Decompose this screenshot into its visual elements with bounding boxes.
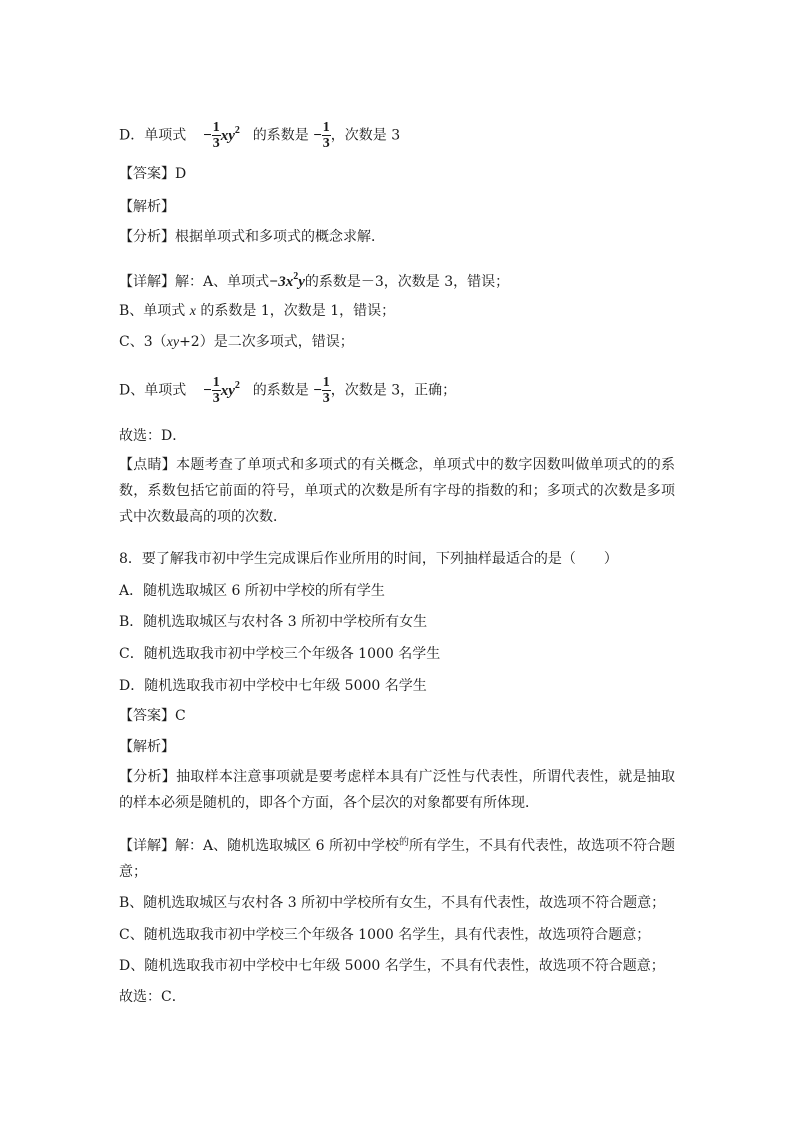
q8-option-d: D．随机选取我市初中学校中七年级 5000 名学生 [119,678,427,694]
q8-choose: 故选：C． [119,989,186,1005]
q8-detail-b: B、随机选取城区与农村各 3 所初中学校所有女生，不具有代表性，故选项不符合题意； [119,895,666,911]
monomial-variables: $xy^2$ [220,379,240,399]
monomial-minus-sign: − [203,382,212,399]
q8-stem: 8．要了解我市初中学生完成课后作业所用的时间，下列抽样最适合的是（ ） [119,551,618,567]
q8-answer: 【答案】C [119,708,186,724]
fenxi-text: 根据单项式和多项式的概念求解． [175,229,385,245]
q7-fenxi [119,228,385,246]
q7-detail-d-label: D、单项式 [119,382,187,399]
q7-option-d-label: D．单项式 [119,127,187,144]
coefficient-minus-sign: − [313,127,322,144]
q8-fenxi [119,764,675,816]
q8-analysis-heading: 【解析】 [119,739,175,755]
q8-option-c: C．随机选取我市初中学校三个年级各 1000 名学生 [119,646,441,662]
monomial-expression: $-3x^2y$ [269,271,305,290]
detail-a-suffix: 的系数是－3，次数是 3，错误； [304,274,510,290]
fraction-one-third: $\frac{1}{3}$ [212,375,220,406]
coefficient-minus-sign: − [313,382,322,399]
detail-tag: 【详解】 [119,274,175,290]
monomial-minus-sign: − [203,127,212,144]
fenxi-tag: 【分析】 [119,229,175,245]
q7-option-d-tail: ，次数是 3 [330,127,401,144]
q7-answer: 【答案】D [119,166,187,182]
fenxi-tag: 【分析】 [119,769,177,785]
variable-x: x [189,304,196,319]
q7-detail-d [119,375,456,406]
small-de-glyph: 的 [398,837,409,848]
q7-choose: 故选：D． [119,428,187,444]
q7-analysis-heading: 【解析】 [119,199,175,215]
coefficient-fraction: $\frac{1}{3}$ [322,120,330,151]
q8-option-a: A．随机选取城区 6 所初中学校的所有学生 [119,583,385,599]
q7-option-d-mid: 的系数是 [252,127,309,144]
monomial-variables: $xy^2$ [220,124,240,144]
coefficient-fraction: $\frac{1}{3}$ [322,375,330,406]
q7-detail-b: B、单项式 x 的系数是 1，次数是 1，错误； [119,303,396,319]
dianjing-text: 本题考查了单项式和多项式的有关概念，单项式中的数字因数叫做单项式的的系数，系数包括它前面的符号，单项式的次数是所有字母的指数的和；多项式的次数是多项式中次数最高的项的次数． [119,457,676,525]
detail-a-prefix: 解：A、单项式 [175,274,270,290]
variable-xy: xy [166,335,180,350]
q7-option-d [119,120,400,151]
q7-detail-d-mid: 的系数是 [252,382,309,399]
fraction-one-third: $\frac{1}{3}$ [212,120,220,151]
q7-detail-a [119,268,509,291]
q7-dianjing [119,452,675,530]
q8-detail-c: C、随机选取我市初中学校三个年级各 1000 名学生，具有代表性，故选项符合题意； [119,927,651,943]
fenxi-text: 抽取样本注意事项就是要考虑样本具有广泛性与代表性，所谓代表性，就是抽取的样本必须是随机的，即各个方面，各个层次的对象都要有所体现． [119,769,676,811]
q7-detail-d-tail: ，次数是 3，正确； [330,382,457,399]
q7-detail-c: C、3（xy+2）是二次多项式，错误； [119,334,354,350]
detail-tag: 【详解】 [119,838,176,854]
q8-option-b: B．随机选取城区与农村各 3 所初中学校所有女生 [119,614,428,630]
q8-detail-d: D、随机选取我市初中学校中七年级 5000 名学生，不具有代表性，故选项不符合题意； [119,958,665,974]
dianjing-tag: 【点睛】 [119,457,177,473]
q8-detail-a: 【详解】解：A、随机选取城区 6 所初中学校$^的$所有学生，不具有代表性，故选项不符合题意； [119,837,676,880]
